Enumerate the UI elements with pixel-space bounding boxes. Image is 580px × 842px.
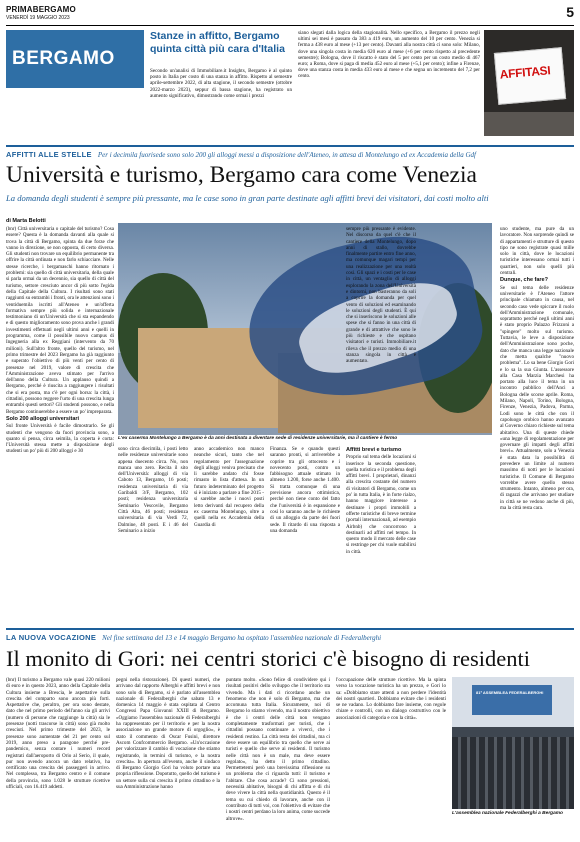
section-divider (6, 628, 574, 630)
article1-col1-text: (bnr) Città universitaria o capitale del turismo? Cosa essere? Questa è la domanda davanti alla quale si trova la città di Bergamo, spinta da due forze che vanno in direzione, se non opposta, di certo diversa. Gli studenti non trovare un equilibrio permanente tra offrire la città ordinata e non farlo schiacciare. Nelle stesse ricerche, i bergamaschi hanno ritornato i problemi: sia quello di città universitaria, della quale si parla ormai da un decennio, sia quello di città del turismo, settore cresciuto ancor di più sotto l'egida della Capitale della Cultura. I risultati sono stati raggiunti su entrambi i fronti, ora le attenzioni sono i ventiduemila iscritti all'Ateneo e un'offerta formativa sempre più solida e internazionale testimoniano di un'Università che si sta espandendo e di questo miglioramento sono prova anche i grandi investimenti effettuati negli ultimi anni e quelli in programma, come il possibile nuovo campus di Ingegneria alla ex Reggiani (intervento da 70 milioni). Sull'altro fronte, quello del turismo, nel primo trimestre del 2023 Bergamo ha già raggiunto e superato l'obiettivo di più venti per cento di presenze nel 2019, valore di crescita che l'Amministrazione aveva stimato per l'arrivo dell'anno della Cultura. Un applauso quindi a Bergamo, perché è riuscita a raggiungere i risultati che si era posta, ma c'è per ogni borsa: la città, i cittadini, possono reggere l'urto di una crescita lunga entrambi questi settori? Gli studenti possono, e nella Bergamo continuerebbe a essere un po' impreparata. (6, 226, 114, 415)
newspaper-brand: PRIMABERGAMO (6, 5, 76, 14)
photo-screen (472, 685, 552, 715)
article1-col5b-text: Proprio sul tema delle locazioni si inserisce la seconda questione, quella turistica e il problema degli affitti brevi. I proprietari, dinanzi alla crescita costante del numero di visitatori di Bergamo, come un po' in tutta Italia, è in forte rialzo, hanno maggiore interesse a destinare i propri immobili a offerte turistiche di breve termine (portali internazionali, ad esempio Airbnb) che concorrono a destinarli ad affitti nel tempo. In questo modo il mercato delle case si restringe per chi vuole stabilirsi in città. (346, 454, 416, 555)
article1-headline: Università e turismo, Bergamo cara come Venezia (6, 162, 477, 188)
article1-col1b-text: Sul fronte Università è facile dimostrarlo. Se gli studenti che vengono da fuori provincia sono, a quanto si pensa, circa seimila, la coperta è corta: l'Università stessa mette a disposizione degli studenti un po' più di 200 alloggi e 30 (6, 423, 114, 455)
photo-federalberghi-assembly (452, 677, 574, 809)
article1-kicker-sub: Per i decimila fuorisede sono solo 200 gli alloggi messi a disposizione dell'Ateneo, in attesa di Montelungo ed ex Accademia della Gdf (97, 151, 476, 159)
photo1-caption: L'ex caserma Montelungo a Bergamo è da anni destinata a diventare sede di residenze universitarie, ma il cantiere è fermo (118, 436, 398, 441)
side-story-title: Stanze in affitto, Bergamo quinta città più cara d'Italia (150, 30, 285, 55)
section-tag (6, 30, 144, 88)
article2-kicker (6, 633, 381, 642)
photo-montelungo (118, 223, 492, 435)
page-number: 5 (566, 4, 574, 20)
photo-audience (452, 737, 574, 809)
masthead (6, 4, 574, 26)
article1-col5b (346, 446, 416, 618)
rent-sign-board (494, 47, 566, 105)
article2-kicker-sub: Nel fine settimana del 13 e 14 maggio Bergamo ha ospitato l'assemblea nazionale di Federalberghi (102, 634, 382, 642)
article2-headline: Il monito di Gori: nei centri storici c'è bisogno di residenti (6, 646, 530, 671)
article1-col6 (500, 226, 574, 618)
side-story-col2: siano slegati dalla logica della stagionalità. Nello specifico, a Bergamo il prezzo negli ultimi sei mesi è passato da 383 a 419 euro, un aumento del 10 per cento. Venezia si ferma a 438 euro al mese (+13 per cento). Davanti alla nostra città ci sono solo: Milano, dove una singola costa in media 620 euro al mese (+6 per cento rispetto al precedente semestre); Bologna, dove il riscatto è stato del 5 per cento per un costo medio di 467 euro; a Roma, dove si paga di media 452 euro al mese (+5,1 per cento); infine a Firenze, dove una stanza costa in media 433 euro al mese e che segna un incremento del 7,2 per cento. (298, 30, 480, 80)
article1-byline: di Marta Belotti (6, 218, 46, 224)
article1-col3: anno accademico non manco neanche sicuri, tanto che nel regolamento per l'assegnazione degli alloggi veniva precisato che li sarebbe andato chi fosse rimasto in lista d'attesa. In un futuro indeterminato del progetto si è iniziato a parlare a fine 2015 - si sarebbe anche i nuovi posti letto derivanti dal recupero della ex caserma Montelungo, oltre a quelli nella ex Accademia della Guardia di (194, 446, 264, 528)
article1-col1 (6, 226, 114, 562)
section-divider (6, 145, 574, 147)
photo2-caption: L'assemblea nazionale Federalberghi a Bergamo (452, 811, 563, 816)
article1-subhead2: Affitti brevi e turismo (346, 447, 402, 453)
article1-col5-text: sempre più pressante è evidente. Nel discorso da quel c'è che il cantiere della Montelungo, dopo anni di stallo, dovrebbe finalmente partire entro fine anno, ma comunque magari tempi per una realizzazione per una realtà così. Gli spazi e i costi per le case in città, un ventaglio di alloggi esplorando la zona dell'Università e dintorni, non basteranno da soli a coprire la domanda per quel vento di soluzioni ed esaminando le soluzioni degli studenti. È qui che si inseriscono le soluzioni alle spese che si fanno in una città di grande e di attrattive che sono le più richieste e che ospitano visitatori e turisti. Immobiliare.it rileva che il prezzo medio di una stanza singola in città è aumentato. (346, 226, 416, 365)
article2-col4: l'occupazione delle strutture ricettive. Ma la spinta verso la vocazione turistica ha un prezzo, e Gori lo sa: «Dobbiamo stare attenti a non perdere l'identità dei nostri quartieri. Dobbiamo evitare che i residenti se ne vadano. Lo dobbiamo fare insieme, con regole chiare e controlli, con un dialogo costruttivo con le associazioni di categoria e con la città». (336, 677, 446, 721)
photo-background (484, 112, 574, 136)
photo-rent-sign (484, 30, 574, 136)
article1-subhead3: Dunque, che fare? (500, 277, 548, 284)
article1-deck: La domanda degli studenti è sempre più pressante, ma le case sono in gran parte destinate agli affitti brevi dei visitatori, dai costi molto alti (6, 193, 489, 203)
article1-col6b-text: Se sul tema delle residenze universitarie è l'Ateneo l'attore principale chiamato in causa, nel secondo caso vede spiccare il ruolo dell'Amministrazione comunale, soprattutto perché negli ultimi anni è stato proprio Palazzo Frizzoni a "spingere" molto sul turismo. Tuttavia, le leve a disposizione dell'Amministrazione sono poche, dato che manca una legge nazionale che metta qualche "nuovo problema". Lo sa bene Giorgio Gori e lo sa la sua Giunta. L'assessore alla Casa Marzia Marchesi ha portato alla luce il tema in un incontro pubblico dell'Anci a Bologna delle scorse aprile. Roma, Milano, Napoli, Torino, Bologna, Firenze, Venezia, Padova, Parma, Lodi sono le città che con il capoluogo orobico hanno avanzato al Governo chiaro richieste sul tema abitativo. Una di queste chiede «una legge di regolamentazione per governare gli impatti degli affitti brevi». Attualmente, solo a Venezia è stata data la possibilità di prevedere un limite al numero massimo di notti per le locazioni turistiche. Il Comune di Bergamo vorrebbe avere quello stesso strumento. Intanto, almeno per ora, di ragazzi che arrivano per studiare in città se ne vedono anche di più, ma la città resta cara. (500, 284, 574, 512)
article1-col2: sono circa diecimila, i posti letto nelle residenze universitarie sono appena duecento circa. No, non manca uno zero. Recita il sito dell'Università: alloggi di via Caboto 13, Bergamo, 16 posti; residenza universitaria di via Garibaldi 3/F, Bergamo, 102 posti; residenza universitaria Seminario Vescovile, Bergamo Città Alta, 46 posti; residenza universitaria di via Verdi 72, Dalmine, 48 posti. E i 46 del Seminario a inizio (118, 446, 188, 534)
article1-col6-text: uno studente, ma pure da un lavoratore. Non sorprende quindi se di appartamenti e strutture di questo tipo ne sono registrate quasi mille solo in città, dove le locazioni turistiche interessano ormai tutti i quartieri, non solo quelli più centrali. (500, 226, 574, 277)
article2-col1: (bnr) Il turismo a Bergamo vale quasi 220 milioni di euro e in questo 2023, anno della Capitale della Cultura insieme a Brescia, le aspettative sulla crescita del comparto sono ancora più forti. Aspettative che, peraltro, per ora sono destate, dato che nel primo periodo dell'anno sia gli arrivi (numero di persone che raggiunge la città) sia le presenze (notti trascorse in città) sono già molto cresciuti. Nel primo trimestre del 2023, le presenze sono aumentate del 21 per cento sul 2019, anno preso a paragone perché pre-pandemico, senza contare i numeri record registrati dall'aeroporto di Orio al Serio, il quale, pur non avendo ancora un dato relativo, ha certificato una crescita dei passeggeri in arrivo. Nel complesso, tra Bergamo centro e il comune della provincia, sono 1.028 le strutture ricettive ufficiali, con 16.419 addetti. (6, 677, 110, 791)
rent-sign-text: AFFITASI (499, 63, 551, 82)
article1-col4: Finanza. Se e quando questi saranno pronti, si arriverebbe a coprire tra gli ottocento e i novecento posti, contro un fabbisogno attuale stimato in almeno 1.200, forse anche 1.400. Si tratta comunque di una previsione ancora ottimistica, perché non tiene conto del fatto che l'università è in espansione e così lo saranno anche le richieste di un alloggio da parte dei fuori sede. Il ritardo di una risposta a una domanda (270, 446, 340, 534)
issue-date: VENERDÌ 19 MAGGIO 2023 (6, 15, 70, 21)
article2-col2: pegni nella ristorazione). Di questi numeri, che arrivano dal rapporto Alberghi e affitti brevi e non sono solo di Bergamo, si è parlato all'assemblea nazionale di Federalberghi che sabato 13 e domenica 14 maggio è stata ospitata al Centro Congressi Papa Giovanni XXIII di Bergamo. «Oggiamo l'assemblea nazionale di Federalberghi ha rappresentato per il territorio e per la nostra associazione un grande motore di orgoglio», è stato il commento di Oscar Fusini, direttore Ascom Confcommercio Bergamo. «Un'occasione per valorizzare il cambio di vocazione che stiamo registrando, in termini di turismo, e la nostra crescita». In apertura all'evento, anche il sindaco di Bergamo Giorgio Gori ha voluto portare una propria riflessione. Dopotutto, quello del turismo è un settore sulla cui crescita il primo cittadino e la sua Amministrazione hanno (116, 677, 220, 791)
side-story (150, 30, 480, 140)
photo-screen-text: 81ª ASSEMBLEA FEDERALBERGHI (476, 690, 544, 695)
article2-kicker-label: LA NUOVA VOCAZIONE (6, 633, 97, 642)
article1-kicker (6, 150, 476, 159)
side-story-col1: Secondo un'analisi di Immobiliare.it Insights, Bergamo è al quinto posto in Italia per costo di una stanza in affitto. Rispetto al semestre aprile-settembre 2022, di alta stagione, il secondo semestre (ottobre 2022-marzo 2023), seppur di bassa stagione, ha registrato un aumento significativo, dimostrando come ormai i prezzi (150, 68, 292, 99)
section-tag-label: BERGAMO (12, 48, 115, 69)
article1-subhead1: Solo 200 alloggi universitari (6, 415, 80, 422)
article1-kicker-label: AFFITTI ALLE STELLE (6, 150, 92, 159)
article2-col3: puntato molto. «Sono felice di condividere qui i risultati positivi dello sviluppo che il territorio sta vivendo. Ma i dati ci ricordano anche un fenomeno che non è solo di Bergamo, ma che accomuna tutta Italia. Sicuramente, noi di Bergamo lo stiamo vivendo, ma il nostro obiettivo è che i centri delle città non vengano completamente trasformati per turisti, che i cittadini possano continuare a viverci, che i residenti restino. La città resta dei cittadini, ma ci deve essere un equilibrio tra quello che serve ai turisti e quello che serve ai residenti. Il turismo nelle città non è un male, ma deve essere regolato», ha detto il primo cittadino. Permettetemi però una brevissima riflessione su un problema che ci riguarda tutti: il turismo e l'abitare. Che cosa accade? Ci sono pressioni, necessità abitative, bisogni di chi affitta e di chi deve vivere la città nella quotidianità. Questo è il tema su cui chiedo di lavorare, anche con il contributo di tutti voi, con l'obiettivo di evitare che i nostri centri perdano la loro anima, come succede altrove». (226, 677, 330, 822)
